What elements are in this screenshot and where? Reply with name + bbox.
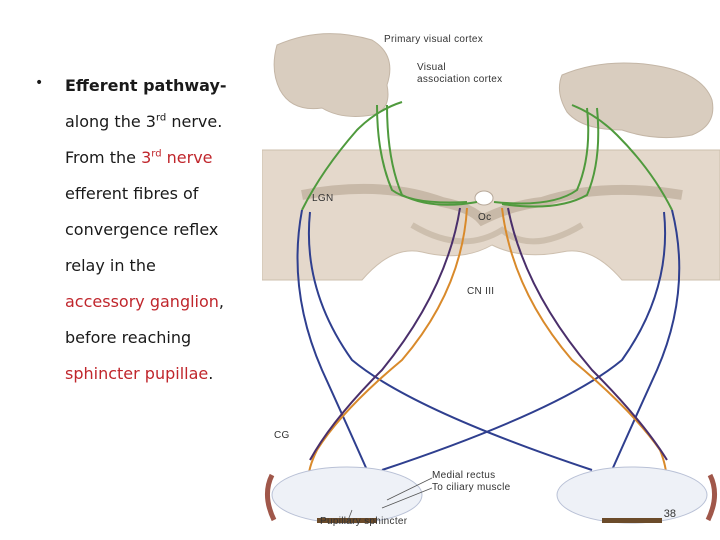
left-visual-cortex	[274, 34, 390, 117]
text-span: nerve.	[166, 112, 223, 131]
diagram-svg	[262, 30, 720, 535]
red-text	[141, 148, 212, 167]
cg-label: CG	[274, 430, 290, 441]
text-line-7	[65, 292, 224, 311]
sphincter-pupillae-text: sphincter pupillae	[65, 364, 209, 383]
lgn-label: LGN	[312, 193, 334, 204]
text-line-5: convergence reflex	[65, 220, 219, 239]
cn3-label: CN III	[467, 286, 495, 297]
text-line-3	[65, 148, 213, 167]
text-span: nerve	[161, 148, 213, 167]
oc-label: Oc	[478, 212, 492, 223]
text-span: along the 3	[65, 112, 156, 131]
accessory-ganglion-text: accessory ganglion	[65, 292, 219, 311]
right-eye	[557, 467, 707, 523]
nucleus-marker	[475, 191, 493, 205]
bullet-dot: •	[35, 75, 44, 91]
visual-association-label-1: Visual	[417, 62, 446, 73]
text-line-6: relay in the	[65, 256, 156, 275]
convergence-reflex-diagram	[262, 30, 720, 535]
pupillary-sphincter-label: Pupillary sphincter	[320, 516, 408, 527]
text-line-4: efferent fibres of	[65, 184, 199, 203]
text-span: ,	[218, 292, 225, 311]
text-span: .	[208, 364, 214, 383]
left-eye	[272, 467, 422, 523]
text-line-8: before reaching	[65, 328, 192, 347]
text-line-2	[65, 112, 222, 131]
visual-association-label-2: association cortex	[417, 74, 503, 85]
to-ciliary-label: To ciliary muscle	[432, 482, 511, 493]
right-muscle	[708, 475, 715, 520]
superscript: rd	[151, 148, 162, 160]
primary-visual-cortex-label: Primary visual cortex	[384, 34, 484, 45]
text-line-9	[65, 364, 213, 383]
page-number: 38	[663, 508, 676, 520]
superscript: rd	[155, 112, 167, 124]
medial-rectus-label: Medial rectus	[432, 470, 496, 481]
text-span: 3	[141, 148, 152, 167]
right-visual-cortex	[559, 63, 712, 138]
bullet-heading: Efferent pathway-	[65, 76, 227, 95]
right-pupil	[602, 518, 662, 523]
text-span: From the	[65, 148, 142, 167]
